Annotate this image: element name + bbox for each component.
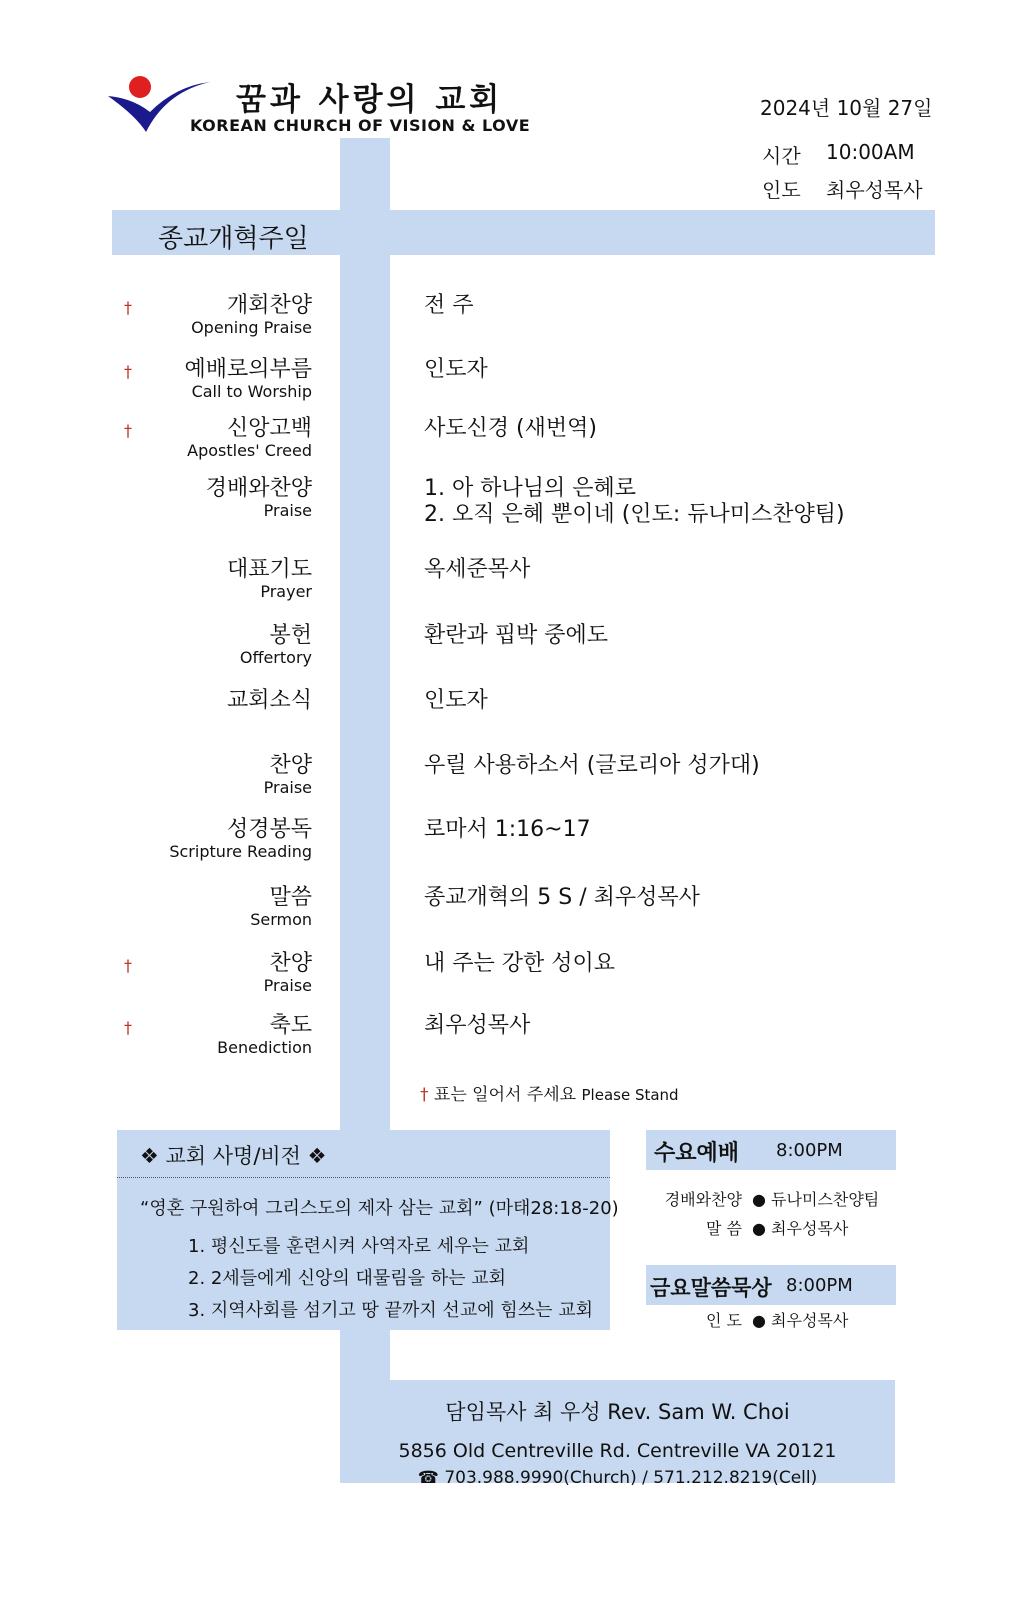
order-value: 1. 아 하나님의 은혜로 xyxy=(424,476,636,501)
order-value: 내 주는 강한 성이요 xyxy=(424,951,615,976)
order-label-en: Prayer xyxy=(260,582,312,601)
order-value: 전 주 xyxy=(424,293,474,318)
order-value: 2. 오직 은혜 뿐이네 (인도: 듀나미스찬양팀) xyxy=(424,502,845,527)
stand-cross-icon: † xyxy=(124,421,132,440)
church-name-ko: 꿈과 사랑의 교회 xyxy=(236,82,504,118)
stand-note xyxy=(420,1080,679,1105)
stand-note-mark: † xyxy=(420,1085,429,1105)
mission-quote: “영혼 구원하여 그리스도의 제자 삼는 교회” (마태28:18-20) xyxy=(140,1198,619,1219)
order-label-en: Scripture Reading xyxy=(169,842,312,861)
wednesday-row-label: 말 씀 xyxy=(706,1219,742,1238)
order-label-en: Praise xyxy=(263,778,312,797)
order-value: 우릴 사용하소서 (글로리아 성가대) xyxy=(424,753,760,778)
wednesday-time: 8:00PM xyxy=(776,1140,843,1161)
church-name-en: KOREAN CHURCH OF VISION & LOVE xyxy=(190,116,531,135)
order-label-ko: 예배로의부름 xyxy=(184,357,312,382)
leader-label: 인도 xyxy=(762,178,801,202)
order-value: 환란과 핍박 중에도 xyxy=(424,623,609,648)
order-label-ko: 성경봉독 xyxy=(226,817,312,842)
order-label-en: Opening Praise xyxy=(191,318,312,337)
order-label-en: Offertory xyxy=(239,648,312,667)
order-label-en: Call to Worship xyxy=(191,382,312,401)
order-value: 최우성목사 xyxy=(424,1013,531,1038)
order-label-en: Praise xyxy=(263,501,312,520)
order-label-en: Benediction xyxy=(217,1038,312,1057)
mission-title: ❖ 교회 사명/비전 ❖ xyxy=(140,1144,327,1168)
order-label-en: Apostles' Creed xyxy=(187,441,312,460)
church-phone: ☎ 703.988.9990(Church) / 571.212.8219(Cell) xyxy=(417,1468,818,1488)
stand-cross-icon: † xyxy=(124,956,132,975)
wednesday-title: 수요예배 xyxy=(654,1141,740,1166)
wednesday-row-value: ● 최우성목사 xyxy=(752,1219,849,1238)
mission-item: 1. 평신도를 훈련시켜 사역자로 세우는 교회 xyxy=(188,1236,530,1257)
order-label-ko: 교회소식 xyxy=(226,688,312,713)
church-address: 5856 Old Centreville Rd. Centreville VA 20121 xyxy=(398,1440,837,1462)
order-label-ko: 신앙고백 xyxy=(226,416,312,441)
banner-title: 종교개혁주일 xyxy=(158,224,309,254)
friday-row-label: 인 도 xyxy=(706,1311,742,1330)
order-value: 종교개혁의 5 S / 최우성목사 xyxy=(424,885,700,910)
friday-time: 8:00PM xyxy=(786,1275,853,1296)
mission-item: 3. 지역사회를 섬기고 땅 끝까지 선교에 힘쓰는 교회 xyxy=(188,1300,593,1321)
order-value: 인도자 xyxy=(424,357,488,382)
order-value: 옥세준목사 xyxy=(424,557,531,582)
stand-cross-icon: † xyxy=(124,362,132,381)
order-label-en: Sermon xyxy=(250,910,312,929)
order-label-ko: 대표기도 xyxy=(226,557,312,582)
time-label: 시간 xyxy=(762,144,801,168)
leader-value: 최우성목사 xyxy=(826,178,923,202)
friday-row-value: ● 최우성목사 xyxy=(752,1311,849,1330)
wednesday-row-value: ● 듀나미스찬양팀 xyxy=(752,1190,880,1209)
stand-cross-icon: † xyxy=(124,1018,132,1037)
order-label-ko: 말씀 xyxy=(269,885,312,910)
order-label-ko: 봉헌 xyxy=(269,623,312,648)
order-label-en: Praise xyxy=(263,976,312,995)
order-label-ko: 축도 xyxy=(269,1013,312,1038)
order-value: 로마서 1:16~17 xyxy=(424,817,591,842)
stand-note-en: Please Stand xyxy=(581,1086,679,1104)
stand-cross-icon: † xyxy=(124,298,132,317)
order-label-ko: 찬양 xyxy=(269,951,312,976)
wednesday-row-label: 경배와찬양 xyxy=(664,1190,742,1209)
order-value: 사도신경 (새번역) xyxy=(424,416,597,441)
order-label-ko: 개회찬양 xyxy=(226,293,312,318)
order-label-ko: 찬양 xyxy=(269,753,312,778)
mission-divider xyxy=(117,1177,610,1178)
order-label-ko: 경배와찬양 xyxy=(205,476,312,501)
mission-item: 2. 2세들에게 신앙의 대물림을 하는 교회 xyxy=(188,1268,507,1289)
time-value: 10:00AM xyxy=(826,140,915,164)
friday-title: 금요말씀묵상 xyxy=(650,1276,772,1300)
stand-note-ko: 표는 일어서 주세요 xyxy=(433,1085,577,1105)
pastor-name: 담임목사 최 우성 Rev. Sam W. Choi xyxy=(445,1400,790,1424)
order-value: 인도자 xyxy=(424,688,488,713)
service-date: 2024년 10월 27일 xyxy=(760,96,933,120)
